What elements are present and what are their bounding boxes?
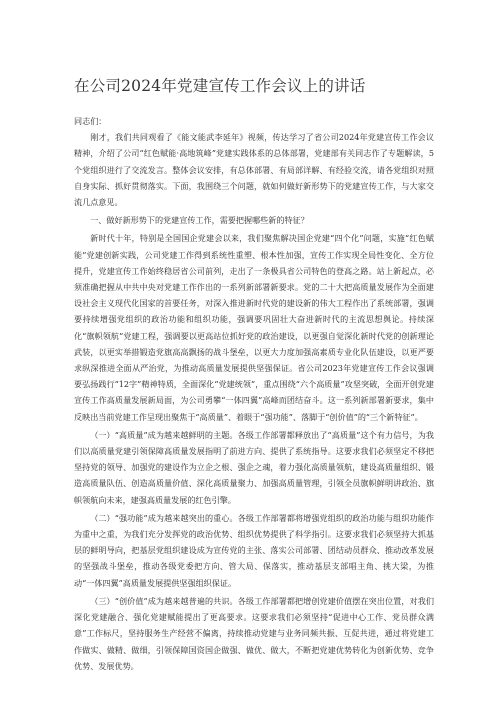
paragraph-intro: 刚才，我们共同观看了《能文能武李延年》视频，传达学习了省公司2024年党建宣传工作会议精神，介绍了公司“红色赋能·高地筑峰”党建实践体系的总体部署，党建部有关同志作了专题解读，5个党组织进行了交流发言。整体会议安排，有总体部署、有局部详解、有经验交流，请各党组织对照自身实际、抓好贯彻落实。下面，我围绕三个问题，就如何做好新形势下的党建宣传工作，与大家交流几点意见。 [74, 132, 434, 208]
paragraph-high-quality: （一）“高质量”成为越来越鲜明的主题。各级工作部署都释放出了“高质量”这个有力信号，为我们以高质量党建引领保障高质量发展指明了前进方向、提供了系统指导。这要求我们必须坚定不移把坚持党的领导、加强党的建设作为立企之根、强企之魂，着力强化高质量领航，建设高质量组织、锻造高质量队伍、创造高质量价值、深化高质量聚力、加强高质量管理，引领全员旗帜鲜明讲政治、旗帜领航向未来，建强高质量发展的红色引擎。 [74, 429, 434, 505]
paragraph-new-features: 新时代十年，特别是全国国企党建会以来，我们聚焦解决国企党建“四个化”问题，实施“红色赋能”党建创新实践，公司党建工作得到系统性重塑、根本性加强，宣传工作实现全局性变化、全方位提升，党建宣传工作始终稳居省公司前列，走出了一条极具省公司特色的登高之路。站上新起点，必须准确把握从中共中央对党建工作作出的一系列新部署新要求。党的二十大把高质量发展作为全面建设社会主义现代化国家的首要任务，对深入推进新时代党的建设新的伟大工程作出了系统部署，强调要持续增强党组织的政治功能和组织功能，强调要巩固壮大奋进新时代的主流思想舆论。持续深化“旗帜领航”党建工程，强调要以更高站位抓好党的政治建设，以更强自觉深化新时代党的创新理论武装，以更实举措锻造党旗高高飘扬的战斗堡垒，以更大力度加强高素质专业化队伍建设，以更严要求纵深推进全面从严治党，为推动高质量发展提供坚强保证。省公司2023年党建宣传工作会议强调要弘扬践行“12字”精神特质，全面深化“党建统领”，重点围绕“六个高质量”攻坚突破，全面开创党建宣传工作高质量发展新局面，为公司勇攀“一体四翼”高峰而团结奋斗。这一系列新部署新要求，集中反映出当前党建工作呈现出聚焦于“高质量”、着眼于“强功能”、落脚于“创价值”的“三个新特征”。 [74, 233, 434, 422]
paragraph-strengthen-function: （二）“强功能”成为越来越突出的重心。各级工作部署都将增强党组织的政治功能与组织功能作为重中之重，为我们充分发挥党的政治优势、组织优势提供了科学指引。这要求我们必须坚持大抓基层的鲜明导向，把基层党组织建设成为宣传党的主张、落实公司部署、团结动员群众、推动改革发展的坚强战斗堡垒，推动各级党委把方向、管大局、保落实，推动基层支部唱主角、挑大梁，为推动“一体四翼”高质量发展提供坚强组织保证。 [74, 512, 434, 588]
greeting: 同志们： [74, 116, 107, 126]
section-heading-1: 一、做好新形势下的党建宣传工作，需要把握哪些新的特征？ [90, 215, 309, 226]
document-title: 在公司2024年党建宣传工作会议上的讲话 [74, 77, 366, 95]
paragraph-create-value: （三）“创价值”成为越来越普遍的共识。各级工作部署都把增创党建价值摆在突出位置，对我们深化党建融合、强化党建赋能提出了更高要求。这要求我们必须坚持“促进中心工作、党员群众满意”工作标尺，坚持服务生产经营不偏离，持续推动党建与业务同频共振、互促共进，通过将党建工作做实、做精、做细，引领保障国资国企做强、做优、做大，不断把党建优势转化为创新优势、竞争优势、发展优势。 [74, 595, 434, 671]
